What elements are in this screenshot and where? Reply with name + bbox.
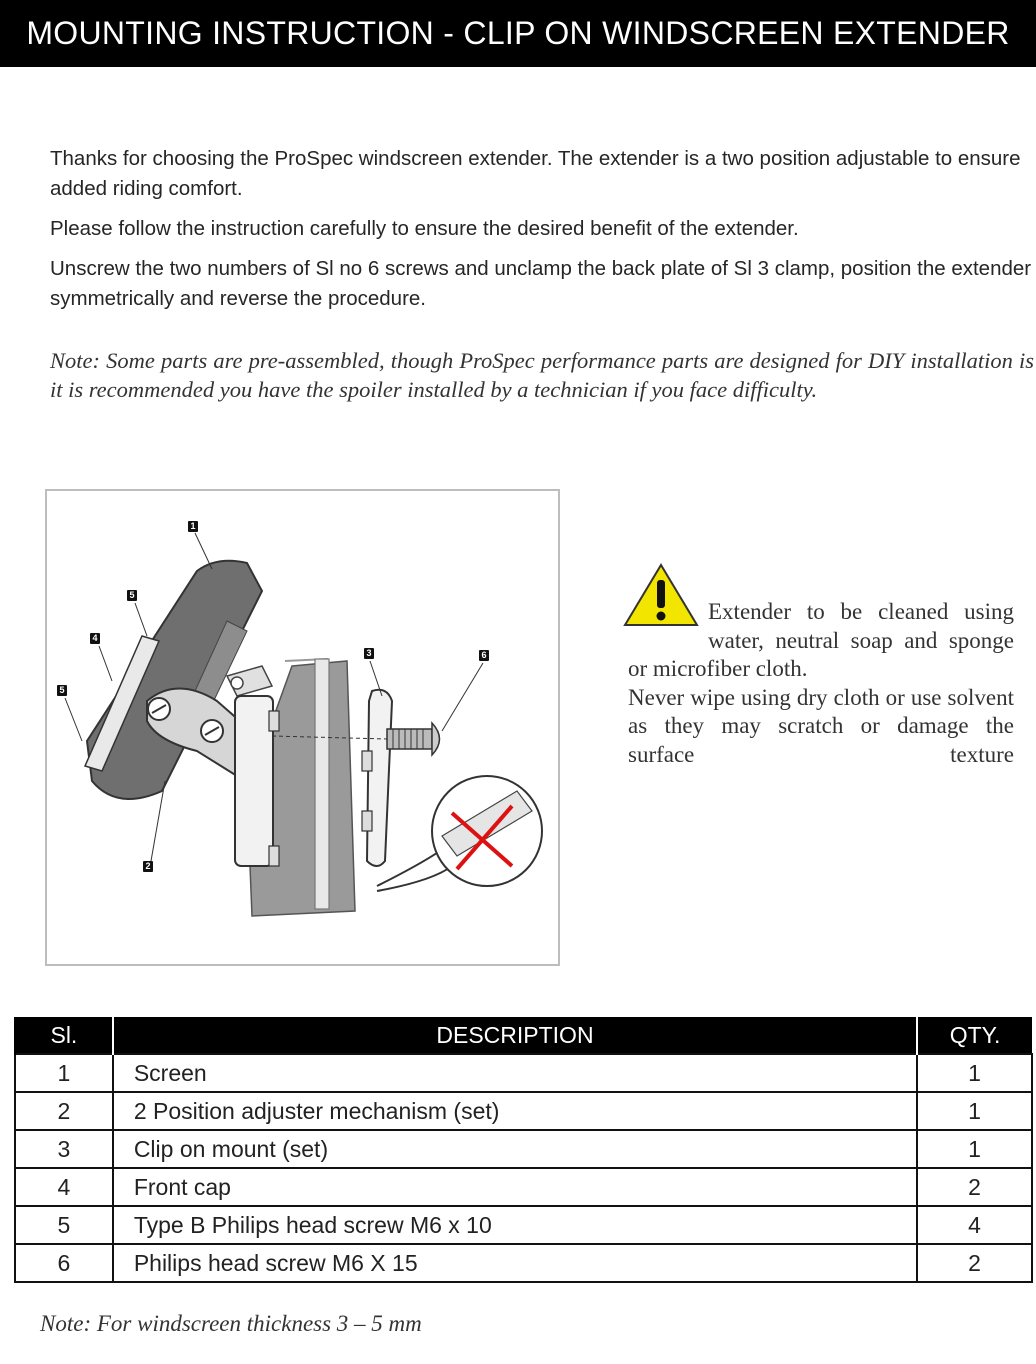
assembly-diagram — [45, 489, 560, 966]
thickness-note: Note: For windscreen thickness 3 – 5 mm — [40, 1311, 422, 1336]
warning-line-2: Never wipe using dry cloth or use solvent as they may scratch or damage the surface texture — [628, 684, 1014, 767]
table-row — [15, 1168, 1032, 1206]
intro-paragraph-2: Please follow the instruction carefully to ensure the desired benefit of the extender. — [50, 217, 799, 240]
parts-table — [14, 1017, 1033, 1283]
cleaning-warning — [628, 562, 1014, 769]
row-sl: 6 — [15, 1244, 113, 1282]
row-description: Screen — [113, 1054, 917, 1092]
row-description: Front cap — [113, 1168, 917, 1206]
callout-2: 2 — [143, 861, 153, 872]
callout-5-top: 5 — [127, 590, 137, 601]
row-qty: 2 — [917, 1168, 1032, 1206]
callout-4: 4 — [90, 633, 100, 644]
table-header-row — [15, 1017, 1032, 1054]
row-sl: 3 — [15, 1130, 113, 1168]
row-description: 2 Position adjuster mechanism (set) — [113, 1092, 917, 1130]
callout-3: 3 — [364, 648, 374, 659]
row-sl: 1 — [15, 1054, 113, 1092]
installation-note: Note: Some parts are pre-assembled, though ProSpec performance parts are designed for DIY installation is it is recommended you have the spoiler installed by a technician if you face difficulty. — [50, 348, 1034, 402]
page-header — [0, 0, 1036, 67]
row-sl: 5 — [15, 1206, 113, 1244]
callout-1: 1 — [188, 521, 198, 532]
row-qty: 2 — [917, 1244, 1032, 1282]
table-row — [15, 1130, 1032, 1168]
row-description: Type B Philips head screw M6 x 10 — [113, 1206, 917, 1244]
intro-paragraph-3: Unscrew the two numbers of Sl no 6 screws and unclamp the back plate of Sl 3 clamp, position the extender symmetrically and reverse the procedure. — [50, 257, 1032, 310]
row-description: Clip on mount (set) — [113, 1130, 917, 1168]
row-qty: 1 — [917, 1092, 1032, 1130]
header-qty: QTY. — [917, 1017, 1032, 1054]
row-description: Philips head screw M6 X 15 — [113, 1244, 917, 1282]
header-sl: Sl. — [15, 1017, 113, 1054]
warning-line-1: Extender to be cleaned using water, neutral soap and sponge or microfiber cloth. — [628, 599, 1014, 681]
warning-triangle-icon — [622, 562, 700, 628]
page-title: MOUNTING INSTRUCTION - CLIP ON WINDSCREEN EXTENDER — [26, 15, 1010, 51]
callout-5-left: 5 — [57, 685, 67, 696]
row-qty: 1 — [917, 1130, 1032, 1168]
table-row — [15, 1206, 1032, 1244]
table-row — [15, 1054, 1032, 1092]
row-sl: 2 — [15, 1092, 113, 1130]
table-row — [15, 1244, 1032, 1282]
row-sl: 4 — [15, 1168, 113, 1206]
header-description: DESCRIPTION — [113, 1017, 917, 1054]
assembly-drawing — [47, 491, 558, 964]
intro-paragraph-1: Thanks for choosing the ProSpec windscreen extender. The extender is a two position adjustable to ensure added riding comfort. — [50, 147, 1021, 200]
table-row — [15, 1092, 1032, 1130]
row-qty: 4 — [917, 1206, 1032, 1244]
row-qty: 1 — [917, 1054, 1032, 1092]
intro-section — [50, 144, 1034, 324]
callout-6: 6 — [479, 650, 489, 661]
